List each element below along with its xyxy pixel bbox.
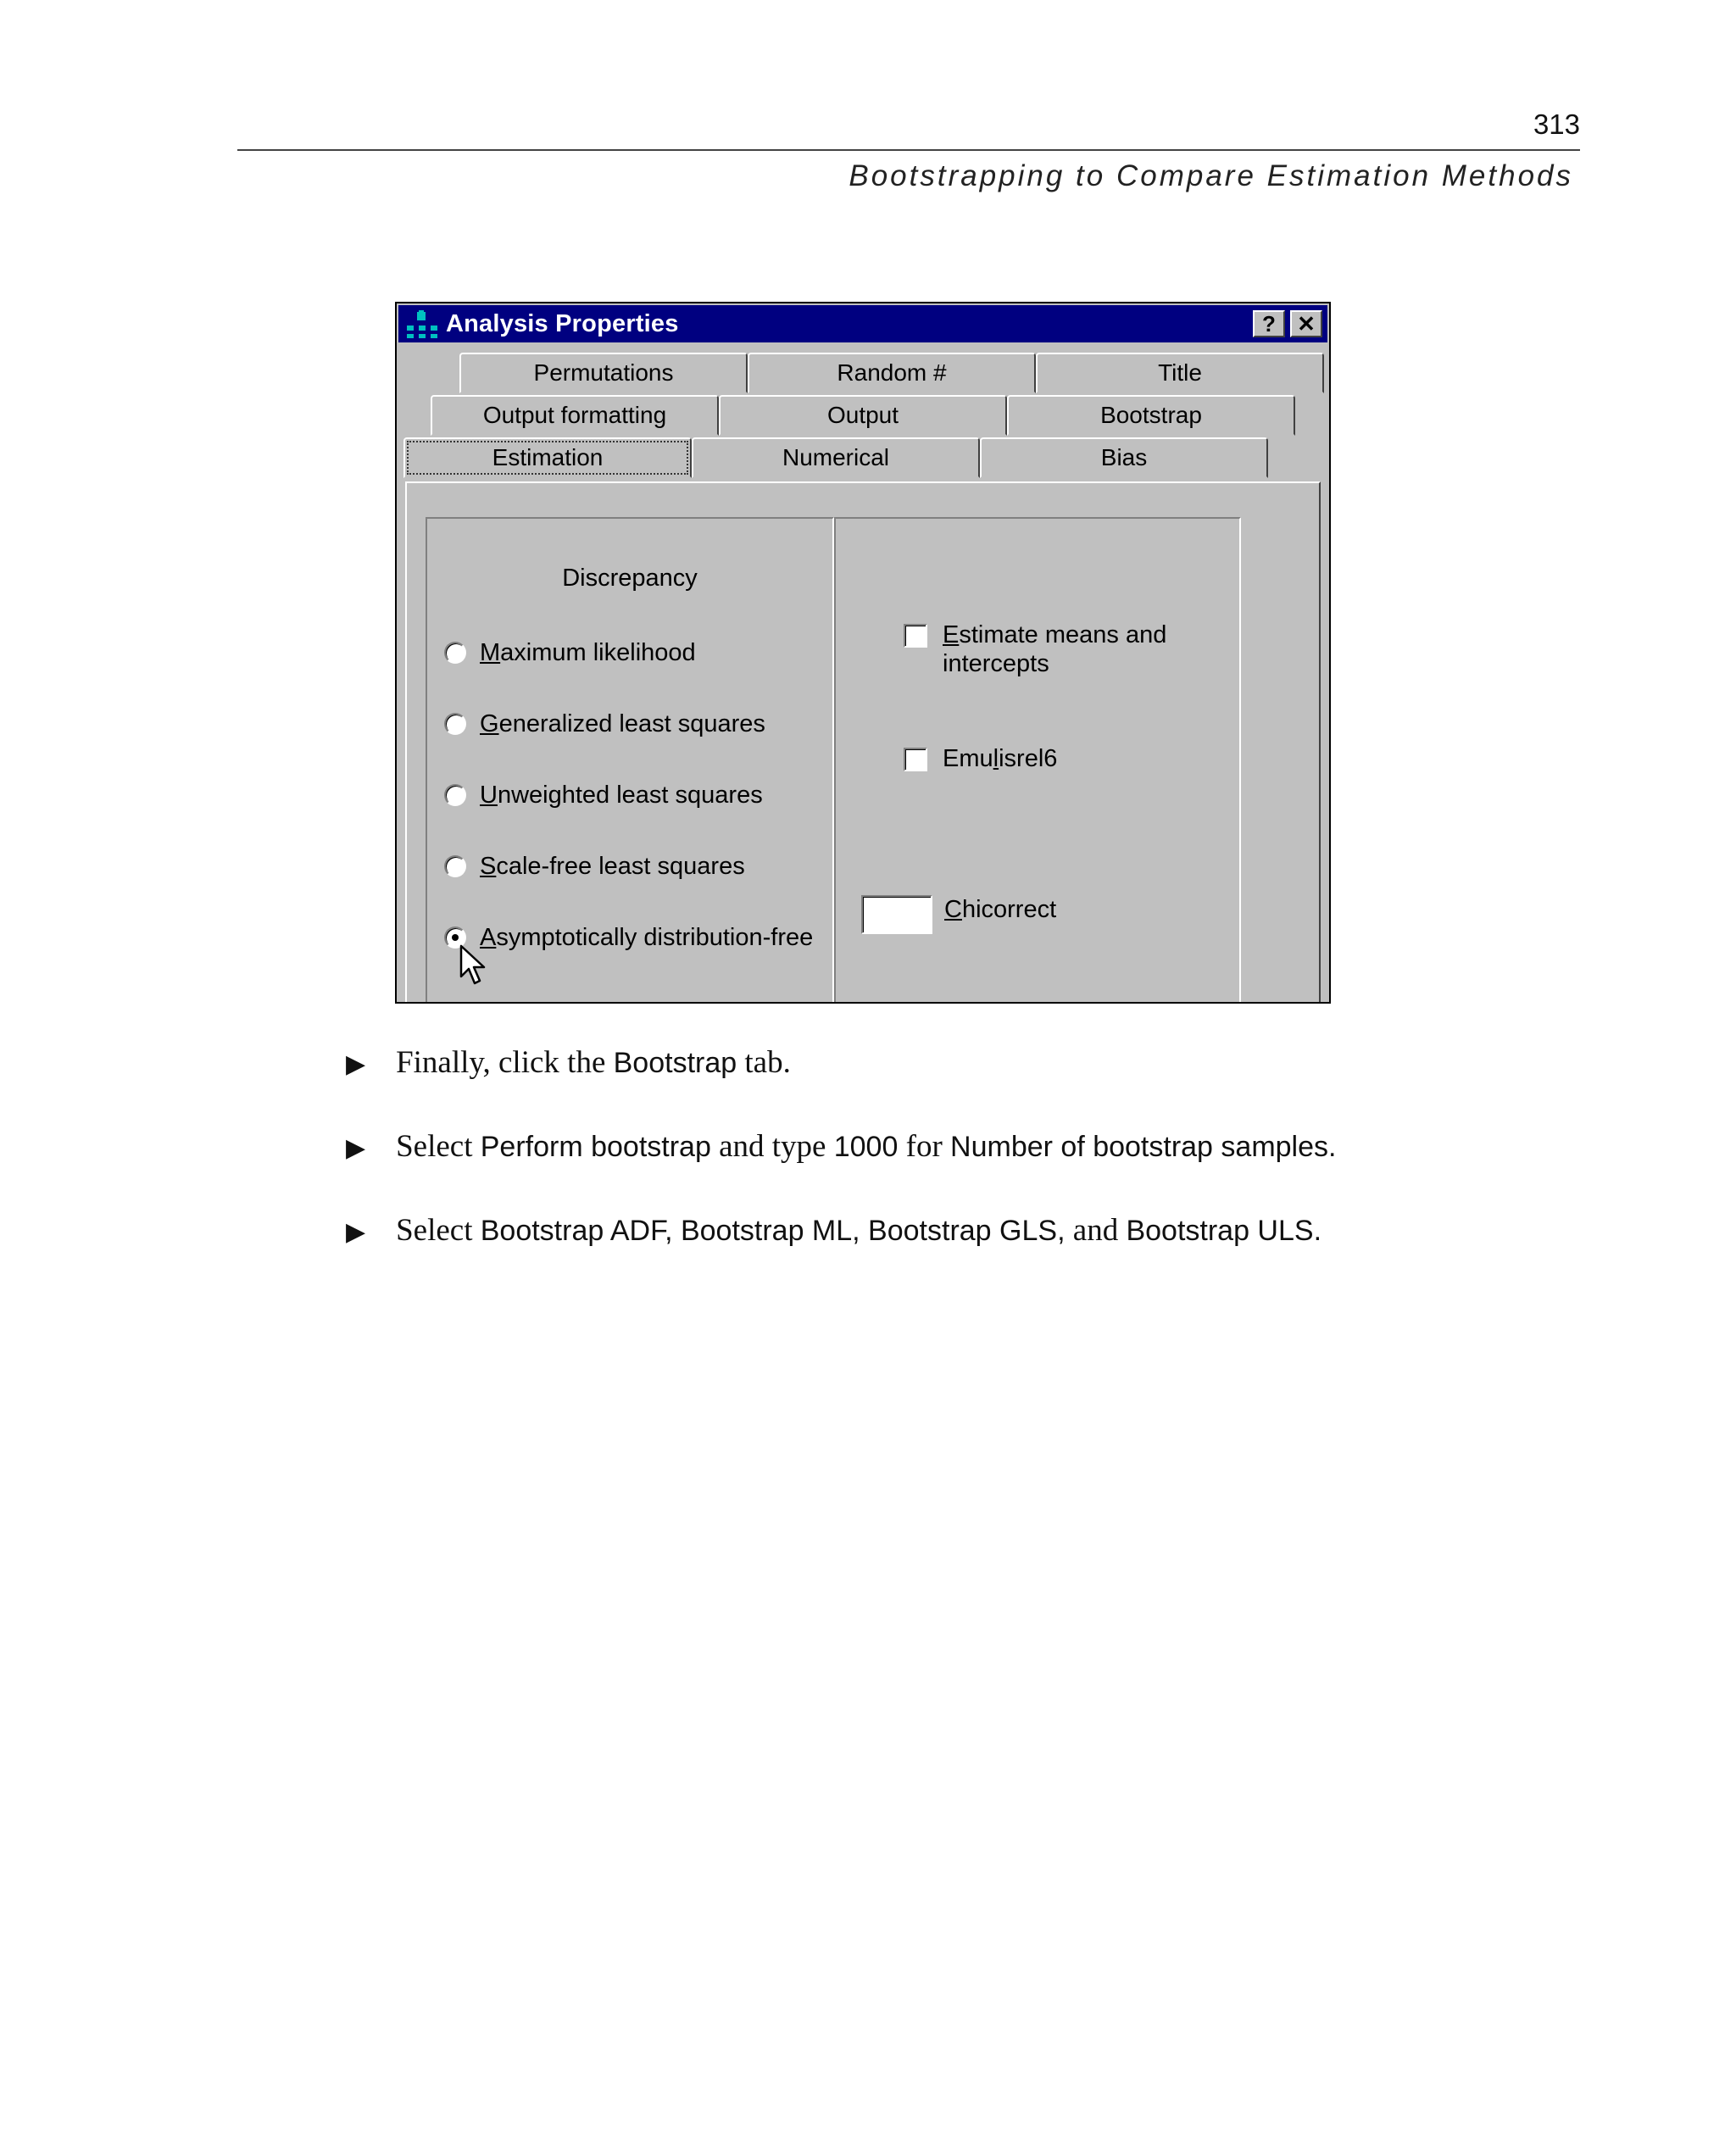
close-button[interactable]: ✕ (1290, 310, 1322, 337)
tab-output[interactable]: Output (719, 395, 1007, 436)
tab-numerical[interactable]: Numerical (692, 437, 980, 478)
radio-maximum-likelihood[interactable] (444, 636, 696, 670)
checkbox-emulisrel6[interactable] (904, 744, 1057, 773)
bullet-arrow-icon: ▶ (346, 1133, 366, 1163)
tab-bias[interactable]: Bias (980, 437, 1268, 478)
step-click-bootstrap-tab (346, 1044, 791, 1081)
step-text: Select Bootstrap ADF, Bootstrap ML, Bootstrap GLS, and Bootstrap ULS. (396, 1213, 1322, 1248)
tab-random[interactable]: Random # (748, 353, 1036, 393)
options-group (834, 517, 1241, 1004)
radio-button[interactable] (444, 784, 466, 806)
analysis-properties-dialog (395, 302, 1331, 1004)
tab-estimation[interactable]: Estimation (403, 437, 692, 478)
step-text: Select Perform bootstrap and type 1000 for Number of bootstrap samples. (396, 1129, 1337, 1164)
tab-title[interactable]: Title (1036, 353, 1324, 393)
radio-generalized-least-squares[interactable] (444, 707, 765, 741)
step-text: Finally, click the Bootstrap tab. (396, 1045, 791, 1080)
tab-bootstrap[interactable]: Bootstrap (1007, 395, 1295, 436)
amos-app-icon (405, 310, 439, 339)
checkbox-label: Emulisrel6 (943, 745, 1058, 772)
radio-label: Generalized least squares (480, 709, 765, 737)
step-select-bootstrap-options (346, 1212, 1321, 1249)
radio-asymptotically-distribution-free[interactable] (444, 921, 813, 954)
running-head: Bootstrapping to Compare Estimation Methods (849, 159, 1573, 192)
checkbox[interactable] (904, 624, 927, 648)
header-rule (237, 149, 1580, 151)
title-bar[interactable] (398, 305, 1327, 342)
radio-label: Asymptotically distribution-free (480, 923, 814, 951)
radio-label: Unweighted least squares (480, 781, 763, 809)
checkbox-label: Estimate means and intercepts (943, 621, 1167, 677)
radio-button[interactable] (444, 642, 466, 664)
radio-label: Scale-free least squares (480, 852, 745, 880)
tab-output-formatting[interactable]: Output formatting (431, 395, 719, 436)
mouse-pointer-icon (459, 944, 488, 987)
chicorrect-input[interactable] (861, 895, 932, 934)
radio-label: Maximum likelihood (480, 638, 696, 666)
discrepancy-title: Discrepancy (562, 565, 698, 592)
dialog-title: Analysis Properties (446, 310, 679, 337)
bullet-arrow-icon: ▶ (346, 1217, 366, 1247)
chicorrect-label: Chicorrect (944, 896, 1057, 923)
discrepancy-group (426, 517, 834, 1004)
radio-button[interactable] (444, 713, 466, 735)
checkbox-estimate-means[interactable] (904, 620, 1166, 678)
step-perform-bootstrap (346, 1128, 1336, 1165)
bullet-arrow-icon: ▶ (346, 1049, 366, 1079)
radio-unweighted-least-squares[interactable] (444, 778, 763, 812)
help-button[interactable]: ? (1253, 310, 1285, 337)
page-number: 313 (1533, 108, 1580, 140)
radio-scale-free-least-squares[interactable] (444, 849, 745, 883)
checkbox[interactable] (904, 748, 927, 771)
tab-permutations[interactable]: Permutations (459, 353, 748, 393)
radio-button[interactable] (444, 855, 466, 877)
